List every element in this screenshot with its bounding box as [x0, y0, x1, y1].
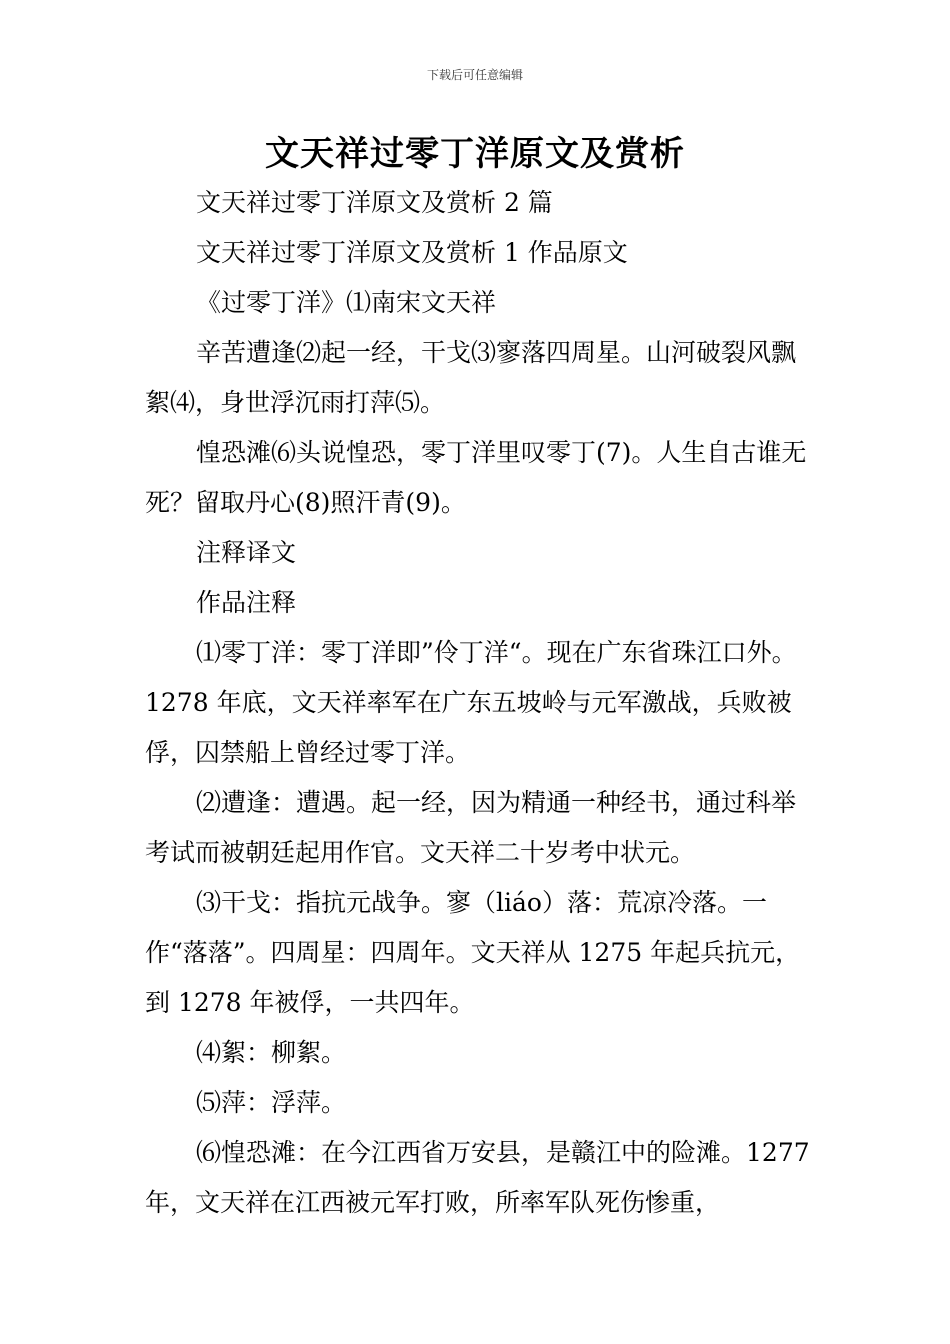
paragraph-notes-heading: 注释译文 — [196, 538, 297, 567]
paragraph-subtitle: 文天祥过零丁洋原文及赏析 2 篇 — [196, 188, 553, 217]
paragraph-poem-line-1: 辛苦遭逢⑵起一经，干戈⑶寥落四周星。山河破裂风飘絮⑷，身世浮沉雨打萍⑸。 — [145, 338, 797, 417]
paragraph-note-3: ⑶干戈：指抗元战争。寥（liáo）落：荒凉冷落。一作“落落”。四周星：四周年。文天祥从 1275 年起兵抗元，到 1278 年被俘，一共四年。 — [145, 888, 801, 1017]
paragraph-annotations-heading: 作品注释 — [196, 588, 297, 617]
paragraph-note-2: ⑵遭逢：遭遇。起一经，因为精通一种经书，通过科举考试而被朝廷起用作官。文天祥二十岁考中状元。 — [145, 788, 797, 867]
paragraph-note-4: ⑷絮：柳絮。 — [196, 1038, 347, 1067]
header-note: 下载后可任意编辑 — [426, 68, 523, 82]
paragraph-section-heading: 文天祥过零丁洋原文及赏析 1 作品原文 — [196, 238, 628, 267]
paragraph-poem-line-2: 惶恐滩⑹头说惶恐，零丁洋里叹零丁(7)。人生自古谁无死？留取丹心(8)照汗青(9)。 — [145, 438, 807, 517]
paragraph-note-1: ⑴零丁洋：零丁洋即”伶丁洋“。现在广东省珠江口外。1278 年底，文天祥率军在广东五坡岭与元军激战，兵败被俘，囚禁船上曾经过零丁洋。 — [145, 638, 797, 767]
paragraph-poem-title: 《过零丁洋》⑴南宋文天祥 — [196, 288, 497, 317]
page-title: 文天祥过零丁洋原文及赏析 — [265, 134, 685, 174]
paragraph-note-6: ⑹惶恐滩：在今江西省万安县，是赣江中的险滩。1277 年，文天祥在江西被元军打败，所率军队死伤惨重， — [145, 1138, 810, 1217]
paragraph-note-5: ⑸萍：浮萍。 — [196, 1088, 347, 1117]
body-text — [145, 178, 817, 1228]
